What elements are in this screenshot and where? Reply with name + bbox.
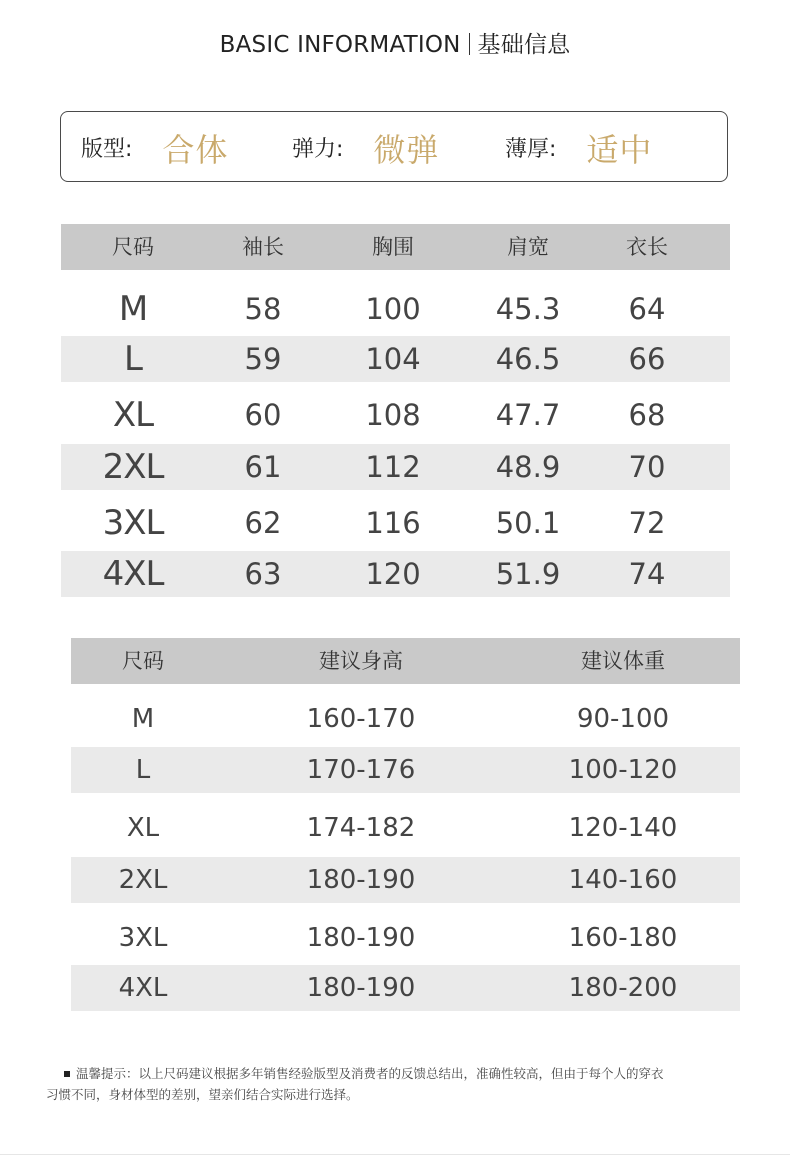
value-cell: 47.7	[495, 398, 561, 432]
value-cell: 64	[628, 292, 666, 326]
value-cell: 104	[365, 342, 421, 376]
table-header-row	[61, 224, 730, 270]
value-cell: 68	[628, 398, 666, 432]
size-cell: M	[118, 289, 148, 329]
value-cell: 66	[628, 342, 666, 376]
value-cell: 46.5	[495, 342, 561, 376]
size-tip-note	[46, 1063, 750, 1105]
header-cell: 肩宽	[507, 235, 549, 259]
bullet-icon	[64, 1071, 70, 1077]
value-cell: 160-180	[568, 923, 678, 953]
table-row	[61, 336, 730, 382]
attribute-value: 合体	[162, 130, 229, 169]
attribute-value: 适中	[586, 130, 653, 169]
attribute-thickness	[505, 112, 652, 183]
table-row	[61, 388, 730, 442]
attribute-label: 版型:	[81, 137, 133, 162]
value-cell: 180-190	[306, 923, 416, 953]
size-cell: 3XL	[102, 503, 164, 543]
value-cell: 51.9	[495, 557, 561, 591]
note-line	[46, 1063, 750, 1084]
table-row	[71, 965, 740, 1011]
header-cell: 建议身高	[319, 649, 403, 673]
value-cell: 116	[365, 506, 421, 540]
table-row	[71, 692, 740, 746]
size-cell: L	[124, 339, 142, 379]
table-row	[61, 496, 730, 550]
value-cell: 180-200	[568, 973, 678, 1003]
size-cell: 2XL	[102, 447, 164, 487]
header-cell: 建议体重	[581, 649, 665, 673]
table-row	[71, 857, 740, 903]
table-row	[61, 282, 730, 336]
attribute-value: 微弹	[373, 130, 440, 169]
header-cell: 衣长	[626, 235, 668, 259]
table-row	[61, 551, 730, 597]
note-line: 习惯不同，身材体型的差别，望亲们结合实际进行选择。	[46, 1087, 359, 1102]
header-cell: 胸围	[372, 235, 414, 259]
value-cell: 180-190	[306, 973, 416, 1003]
value-cell: 59	[244, 342, 282, 376]
attribute-fit	[81, 112, 228, 183]
value-cell: 174-182	[306, 813, 416, 843]
size-cell: 3XL	[118, 923, 168, 953]
attribute-label: 弹力:	[292, 137, 344, 162]
value-cell: 48.9	[495, 450, 561, 484]
value-cell: 58	[244, 292, 282, 326]
value-cell: 100	[365, 292, 421, 326]
table-row	[71, 747, 740, 793]
table-row	[61, 444, 730, 490]
value-cell: 100-120	[568, 755, 678, 785]
title-divider	[469, 33, 470, 55]
header-cell: 尺码	[112, 235, 154, 259]
note-text: 温馨提示：以上尺码建议根据多年销售经验版型及消费者的反馈总结出，准确性较高，但由于每个人的穿衣	[76, 1066, 664, 1081]
header-cell: 袖长	[242, 235, 284, 259]
header-cell: 尺码	[122, 649, 164, 673]
value-cell: 63	[244, 557, 282, 591]
divider	[0, 1154, 790, 1155]
size-measurement-table	[61, 224, 730, 597]
value-cell: 72	[628, 506, 666, 540]
value-cell: 120	[365, 557, 421, 591]
value-cell: 61	[244, 450, 282, 484]
value-cell: 120-140	[568, 813, 678, 843]
title-chinese: 基础信息	[477, 32, 571, 58]
value-cell: 108	[365, 398, 421, 432]
table-header-row	[71, 638, 740, 684]
size-cell: 2XL	[118, 865, 168, 895]
value-cell: 70	[628, 450, 666, 484]
value-cell: 140-160	[568, 865, 678, 895]
size-cell: 4XL	[102, 554, 164, 594]
size-cell: L	[135, 755, 151, 785]
value-cell: 112	[365, 450, 421, 484]
value-cell: 50.1	[495, 506, 561, 540]
value-cell: 160-170	[306, 704, 416, 734]
value-cell: 62	[244, 506, 282, 540]
size-cell: XL	[126, 813, 160, 843]
page-title	[0, 26, 790, 59]
size-recommendation-table	[71, 638, 740, 1011]
value-cell: 170-176	[306, 755, 416, 785]
attribute-elasticity	[292, 112, 439, 183]
table-row	[71, 801, 740, 855]
size-cell: 4XL	[118, 973, 168, 1003]
value-cell: 60	[244, 398, 282, 432]
value-cell: 90-100	[576, 704, 670, 734]
value-cell: 180-190	[306, 865, 416, 895]
attribute-label: 薄厚:	[505, 137, 557, 162]
fabric-attributes-box	[60, 111, 728, 182]
table-row	[71, 911, 740, 965]
size-cell: M	[131, 704, 155, 734]
size-cell: XL	[112, 395, 154, 435]
value-cell: 74	[628, 557, 666, 591]
title-english: BASIC INFORMATION	[219, 32, 461, 58]
value-cell: 45.3	[495, 292, 561, 326]
